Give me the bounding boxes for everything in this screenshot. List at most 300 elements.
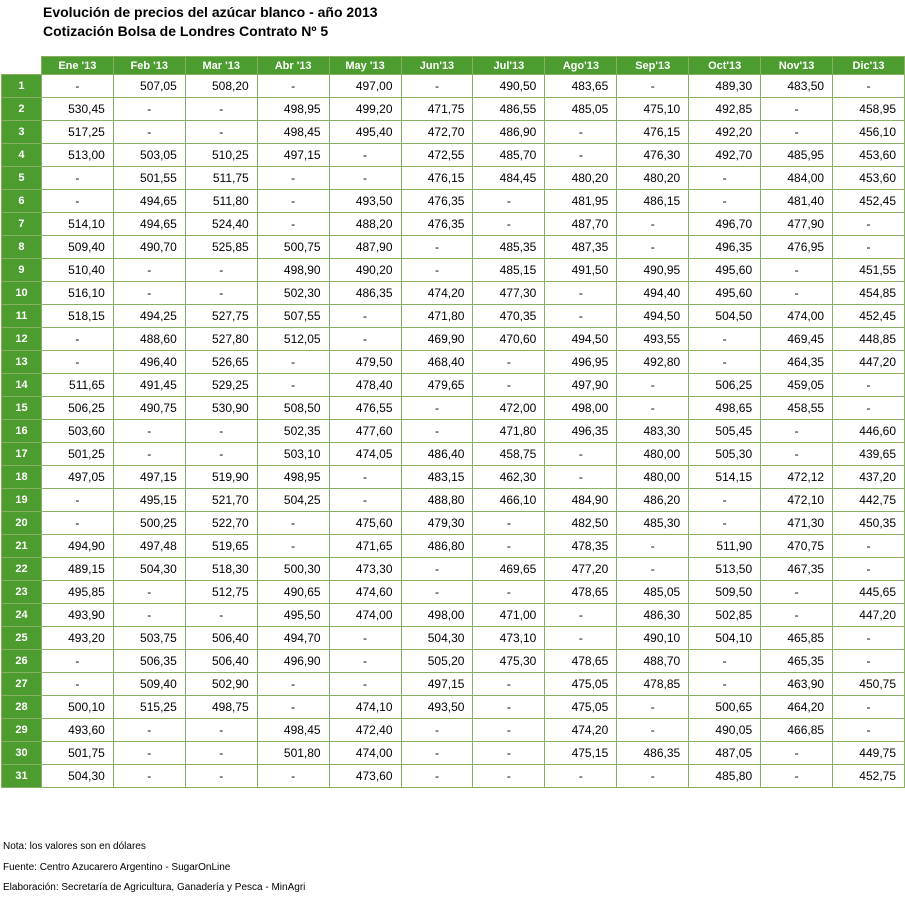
price-cell: 476,30 <box>617 144 689 167</box>
day-cell: 5 <box>2 167 42 190</box>
day-cell: 4 <box>2 144 42 167</box>
price-cell: 494,40 <box>617 282 689 305</box>
price-cell: 476,55 <box>329 397 401 420</box>
table-row <box>2 604 905 627</box>
price-cell: 493,55 <box>617 328 689 351</box>
price-cell: 473,30 <box>329 558 401 581</box>
price-cell: - <box>41 650 113 673</box>
table-row <box>2 512 905 535</box>
price-cell: 501,25 <box>41 443 113 466</box>
price-cell: 495,85 <box>41 581 113 604</box>
price-cell: 488,20 <box>329 213 401 236</box>
price-cell: 491,50 <box>545 259 617 282</box>
price-cell: 505,20 <box>401 650 473 673</box>
price-cell: 462,30 <box>473 466 545 489</box>
price-cell: - <box>473 765 545 788</box>
price-cell: 458,75 <box>473 443 545 466</box>
price-cell: 494,90 <box>41 535 113 558</box>
price-cell: 475,05 <box>545 673 617 696</box>
price-cell: 479,50 <box>329 351 401 374</box>
price-cell: 478,40 <box>329 374 401 397</box>
price-cell: - <box>833 397 905 420</box>
price-cell: - <box>329 328 401 351</box>
price-cell: 496,95 <box>545 351 617 374</box>
price-cell: - <box>689 328 761 351</box>
price-cell: 454,85 <box>833 282 905 305</box>
price-cell: 470,75 <box>761 535 833 558</box>
price-cell: 465,35 <box>761 650 833 673</box>
price-cell: 500,65 <box>689 696 761 719</box>
price-cell: - <box>689 489 761 512</box>
price-cell: 494,70 <box>257 627 329 650</box>
price-cell: 456,10 <box>833 121 905 144</box>
price-cell: 526,65 <box>185 351 257 374</box>
day-cell: 7 <box>2 213 42 236</box>
price-cell: 527,75 <box>185 305 257 328</box>
price-cell: - <box>545 765 617 788</box>
table-row <box>2 374 905 397</box>
price-cell: - <box>617 558 689 581</box>
price-cell: 471,75 <box>401 98 473 121</box>
price-cell: 469,65 <box>473 558 545 581</box>
price-cell: 495,60 <box>689 259 761 282</box>
table-row <box>2 489 905 512</box>
price-cell: 459,05 <box>761 374 833 397</box>
price-cell: - <box>41 328 113 351</box>
price-cell: - <box>761 604 833 627</box>
day-cell: 8 <box>2 236 42 259</box>
price-cell: 478,35 <box>545 535 617 558</box>
column-header: Jul'13 <box>473 57 545 75</box>
price-cell: - <box>833 627 905 650</box>
price-cell: 469,90 <box>401 328 473 351</box>
price-cell: 486,55 <box>473 98 545 121</box>
price-cell: - <box>761 581 833 604</box>
price-cell: 497,48 <box>113 535 185 558</box>
price-cell: 498,90 <box>257 259 329 282</box>
price-cell: 500,30 <box>257 558 329 581</box>
price-cell: 486,35 <box>617 742 689 765</box>
table-row <box>2 259 905 282</box>
price-cell: 452,45 <box>833 190 905 213</box>
price-cell: 476,15 <box>401 167 473 190</box>
price-cell: 486,30 <box>617 604 689 627</box>
price-cell: - <box>545 466 617 489</box>
price-cell: 485,35 <box>473 236 545 259</box>
price-cell: - <box>329 167 401 190</box>
price-cell: - <box>689 167 761 190</box>
price-cell: 481,95 <box>545 190 617 213</box>
price-cell: - <box>689 512 761 535</box>
price-cell: 500,75 <box>257 236 329 259</box>
price-cell: - <box>401 236 473 259</box>
price-cell: - <box>761 121 833 144</box>
price-cell: 518,30 <box>185 558 257 581</box>
table-row <box>2 236 905 259</box>
price-cell: - <box>473 742 545 765</box>
column-header: Feb '13 <box>113 57 185 75</box>
day-cell: 26 <box>2 650 42 673</box>
price-cell: - <box>257 213 329 236</box>
price-cell: - <box>545 604 617 627</box>
column-header: Abr '13 <box>257 57 329 75</box>
price-cell: - <box>833 696 905 719</box>
day-cell: 21 <box>2 535 42 558</box>
price-cell: 506,25 <box>41 397 113 420</box>
price-cell: 447,20 <box>833 351 905 374</box>
price-cell: - <box>473 351 545 374</box>
price-cell: 469,45 <box>761 328 833 351</box>
price-cell: 492,20 <box>689 121 761 144</box>
day-cell: 25 <box>2 627 42 650</box>
price-cell: 503,75 <box>113 627 185 650</box>
price-cell: 495,50 <box>257 604 329 627</box>
price-cell: 500,25 <box>113 512 185 535</box>
day-cell: 13 <box>2 351 42 374</box>
price-cell: 480,00 <box>617 443 689 466</box>
price-cell: - <box>761 282 833 305</box>
price-cell: 488,80 <box>401 489 473 512</box>
price-cell: - <box>761 443 833 466</box>
table-row <box>2 627 905 650</box>
price-cell: 439,65 <box>833 443 905 466</box>
price-cell: 504,50 <box>689 305 761 328</box>
note-source: Fuente: Centro Azucarero Argentino - SugarOnLine <box>3 862 231 873</box>
price-cell: - <box>617 535 689 558</box>
price-cell: - <box>41 351 113 374</box>
price-cell: - <box>113 604 185 627</box>
price-cell: 489,30 <box>689 75 761 98</box>
price-cell: - <box>185 259 257 282</box>
page-title: Evolución de precios del azúcar blanco - año 2013 <box>43 4 378 20</box>
price-cell: 483,30 <box>617 420 689 443</box>
day-cell: 23 <box>2 581 42 604</box>
price-cell: - <box>617 765 689 788</box>
price-cell: - <box>113 719 185 742</box>
price-cell: 478,65 <box>545 581 617 604</box>
price-cell: 470,60 <box>473 328 545 351</box>
price-cell: 453,60 <box>833 167 905 190</box>
price-cell: - <box>329 489 401 512</box>
price-cell: 445,65 <box>833 581 905 604</box>
table-row <box>2 167 905 190</box>
price-cell: - <box>545 282 617 305</box>
price-cell: 509,40 <box>41 236 113 259</box>
price-cell: 521,70 <box>185 489 257 512</box>
price-cell: 500,10 <box>41 696 113 719</box>
price-cell: 480,20 <box>545 167 617 190</box>
price-cell: 477,20 <box>545 558 617 581</box>
price-cell: 490,75 <box>113 397 185 420</box>
price-cell: 491,45 <box>113 374 185 397</box>
day-cell: 17 <box>2 443 42 466</box>
price-cell: - <box>113 98 185 121</box>
price-cell: 511,65 <box>41 374 113 397</box>
price-cell: 517,25 <box>41 121 113 144</box>
price-cell: 513,50 <box>689 558 761 581</box>
price-cell: 475,10 <box>617 98 689 121</box>
price-cell: 484,00 <box>761 167 833 190</box>
price-cell: - <box>113 121 185 144</box>
column-header: Ene '13 <box>41 57 113 75</box>
price-cell: 513,00 <box>41 144 113 167</box>
price-cell: 490,65 <box>257 581 329 604</box>
price-cell: 503,10 <box>257 443 329 466</box>
price-cell: 475,30 <box>473 650 545 673</box>
price-cell: 502,85 <box>689 604 761 627</box>
price-cell: - <box>185 98 257 121</box>
price-cell: 474,00 <box>329 604 401 627</box>
price-cell: - <box>257 167 329 190</box>
price-cell: 497,15 <box>257 144 329 167</box>
day-cell: 1 <box>2 75 42 98</box>
column-header: May '13 <box>329 57 401 75</box>
price-cell: - <box>401 420 473 443</box>
table-row <box>2 144 905 167</box>
column-header: Jun'13 <box>401 57 473 75</box>
price-cell: 501,80 <box>257 742 329 765</box>
price-cell: 474,20 <box>401 282 473 305</box>
table-row <box>2 581 905 604</box>
price-cell: - <box>257 190 329 213</box>
price-cell: - <box>257 512 329 535</box>
price-cell: 480,00 <box>617 466 689 489</box>
price-cell: 530,90 <box>185 397 257 420</box>
price-cell: - <box>833 236 905 259</box>
price-cell: 447,20 <box>833 604 905 627</box>
price-cell: - <box>761 420 833 443</box>
day-cell: 31 <box>2 765 42 788</box>
price-cell: 479,30 <box>401 512 473 535</box>
price-cell: 497,00 <box>329 75 401 98</box>
price-cell: 486,90 <box>473 121 545 144</box>
price-cell: 493,90 <box>41 604 113 627</box>
price-cell: 512,75 <box>185 581 257 604</box>
day-cell: 12 <box>2 328 42 351</box>
price-cell: 449,75 <box>833 742 905 765</box>
price-cell: 499,20 <box>329 98 401 121</box>
price-cell: 494,65 <box>113 190 185 213</box>
day-cell: 29 <box>2 719 42 742</box>
price-cell: - <box>401 75 473 98</box>
price-cell: 485,70 <box>473 144 545 167</box>
price-cell: 487,35 <box>545 236 617 259</box>
price-cell: 471,80 <box>473 420 545 443</box>
price-cell: - <box>761 98 833 121</box>
note-currency: Nota: los valores son en dólares <box>3 841 146 852</box>
price-cell: - <box>185 765 257 788</box>
price-cell: 471,65 <box>329 535 401 558</box>
table-row <box>2 328 905 351</box>
price-cell: 498,00 <box>401 604 473 627</box>
price-cell: 492,85 <box>689 98 761 121</box>
price-cell: - <box>833 75 905 98</box>
price-cell: 529,25 <box>185 374 257 397</box>
price-cell: 472,40 <box>329 719 401 742</box>
price-cell: 465,85 <box>761 627 833 650</box>
price-cell: 506,40 <box>185 627 257 650</box>
price-cell: - <box>257 374 329 397</box>
table-row <box>2 305 905 328</box>
price-cell: 492,80 <box>617 351 689 374</box>
price-cell: 493,60 <box>41 719 113 742</box>
table-row <box>2 213 905 236</box>
price-cell: 488,60 <box>113 328 185 351</box>
price-cell: 450,35 <box>833 512 905 535</box>
price-cell: - <box>185 719 257 742</box>
price-cell: 476,35 <box>401 190 473 213</box>
price-cell: 492,70 <box>689 144 761 167</box>
price-cell: - <box>617 696 689 719</box>
price-cell: 502,30 <box>257 282 329 305</box>
price-cell: 505,30 <box>689 443 761 466</box>
price-cell: 474,00 <box>329 742 401 765</box>
price-cell: 485,95 <box>761 144 833 167</box>
price-cell: 498,95 <box>257 98 329 121</box>
price-cell: 506,25 <box>689 374 761 397</box>
price-cell: 477,60 <box>329 420 401 443</box>
table-row <box>2 719 905 742</box>
price-cell: 476,15 <box>617 121 689 144</box>
price-cell: 509,40 <box>113 673 185 696</box>
column-header: Oct'13 <box>689 57 761 75</box>
price-cell: 472,12 <box>761 466 833 489</box>
price-cell: - <box>41 673 113 696</box>
price-cell: 511,80 <box>185 190 257 213</box>
price-cell: - <box>329 466 401 489</box>
price-cell: 458,55 <box>761 397 833 420</box>
day-cell: 30 <box>2 742 42 765</box>
price-cell: 484,90 <box>545 489 617 512</box>
column-header: Ago'13 <box>545 57 617 75</box>
price-cell: - <box>473 512 545 535</box>
price-cell: - <box>113 259 185 282</box>
price-cell: 471,00 <box>473 604 545 627</box>
price-cell: 510,25 <box>185 144 257 167</box>
table-row <box>2 75 905 98</box>
price-cell: - <box>113 765 185 788</box>
day-cell: 15 <box>2 397 42 420</box>
price-cell: 478,85 <box>617 673 689 696</box>
table-row <box>2 765 905 788</box>
price-cell: - <box>257 673 329 696</box>
price-cell: 487,70 <box>545 213 617 236</box>
price-cell: 507,55 <box>257 305 329 328</box>
price-cell: - <box>185 443 257 466</box>
price-cell: - <box>185 121 257 144</box>
price-cell: 522,70 <box>185 512 257 535</box>
column-header: Mar '13 <box>185 57 257 75</box>
price-cell: - <box>617 236 689 259</box>
price-cell: 503,05 <box>113 144 185 167</box>
price-cell: - <box>185 282 257 305</box>
price-cell: 504,25 <box>257 489 329 512</box>
table-row <box>2 98 905 121</box>
price-cell: 485,15 <box>473 259 545 282</box>
day-cell: 22 <box>2 558 42 581</box>
price-cell: - <box>689 673 761 696</box>
table-row <box>2 351 905 374</box>
price-cell: 487,05 <box>689 742 761 765</box>
price-cell: 490,50 <box>473 75 545 98</box>
price-cell: 511,75 <box>185 167 257 190</box>
price-cell: 472,10 <box>761 489 833 512</box>
price-cell: - <box>257 351 329 374</box>
price-cell: 466,85 <box>761 719 833 742</box>
price-cell: - <box>833 719 905 742</box>
price-cell: 490,20 <box>329 259 401 282</box>
column-header: Nov'13 <box>761 57 833 75</box>
price-cell: - <box>401 259 473 282</box>
price-cell: - <box>545 121 617 144</box>
price-cell: - <box>329 305 401 328</box>
price-cell: 468,40 <box>401 351 473 374</box>
price-cell: 486,15 <box>617 190 689 213</box>
day-cell: 9 <box>2 259 42 282</box>
price-cell: 506,40 <box>185 650 257 673</box>
price-cell: 466,10 <box>473 489 545 512</box>
table-row <box>2 466 905 489</box>
price-cell: 486,20 <box>617 489 689 512</box>
price-cell: 498,95 <box>257 466 329 489</box>
price-cell: 488,70 <box>617 650 689 673</box>
price-cell: 483,15 <box>401 466 473 489</box>
price-cell: 495,15 <box>113 489 185 512</box>
price-cell: 448,85 <box>833 328 905 351</box>
price-cell: - <box>41 167 113 190</box>
price-cell: - <box>401 558 473 581</box>
price-cell: - <box>545 144 617 167</box>
price-cell: 509,50 <box>689 581 761 604</box>
price-cell: 452,75 <box>833 765 905 788</box>
price-cell: 446,60 <box>833 420 905 443</box>
price-cell: 496,35 <box>545 420 617 443</box>
price-cell: 453,60 <box>833 144 905 167</box>
price-cell: 494,25 <box>113 305 185 328</box>
price-cell: - <box>545 443 617 466</box>
table-row <box>2 696 905 719</box>
table-row <box>2 673 905 696</box>
price-cell: 474,05 <box>329 443 401 466</box>
price-cell: 508,50 <box>257 397 329 420</box>
price-cell: 464,20 <box>761 696 833 719</box>
price-cell: 474,10 <box>329 696 401 719</box>
price-cell: 496,70 <box>689 213 761 236</box>
price-cell: 477,30 <box>473 282 545 305</box>
price-cell: - <box>185 742 257 765</box>
price-cell: - <box>401 742 473 765</box>
price-cell: 508,20 <box>185 75 257 98</box>
price-cell: - <box>185 420 257 443</box>
price-cell: 518,15 <box>41 305 113 328</box>
day-cell: 24 <box>2 604 42 627</box>
price-cell: 458,95 <box>833 98 905 121</box>
price-cell: 493,50 <box>401 696 473 719</box>
price-cell: - <box>257 75 329 98</box>
price-table <box>1 56 905 788</box>
price-cell: 493,20 <box>41 627 113 650</box>
price-cell: 474,60 <box>329 581 401 604</box>
price-cell: 497,90 <box>545 374 617 397</box>
price-cell: - <box>473 719 545 742</box>
price-cell: 483,50 <box>761 75 833 98</box>
price-cell: 485,05 <box>617 581 689 604</box>
price-cell: - <box>473 374 545 397</box>
price-cell: 497,05 <box>41 466 113 489</box>
price-cell: 486,80 <box>401 535 473 558</box>
day-cell: 6 <box>2 190 42 213</box>
price-cell: 501,55 <box>113 167 185 190</box>
